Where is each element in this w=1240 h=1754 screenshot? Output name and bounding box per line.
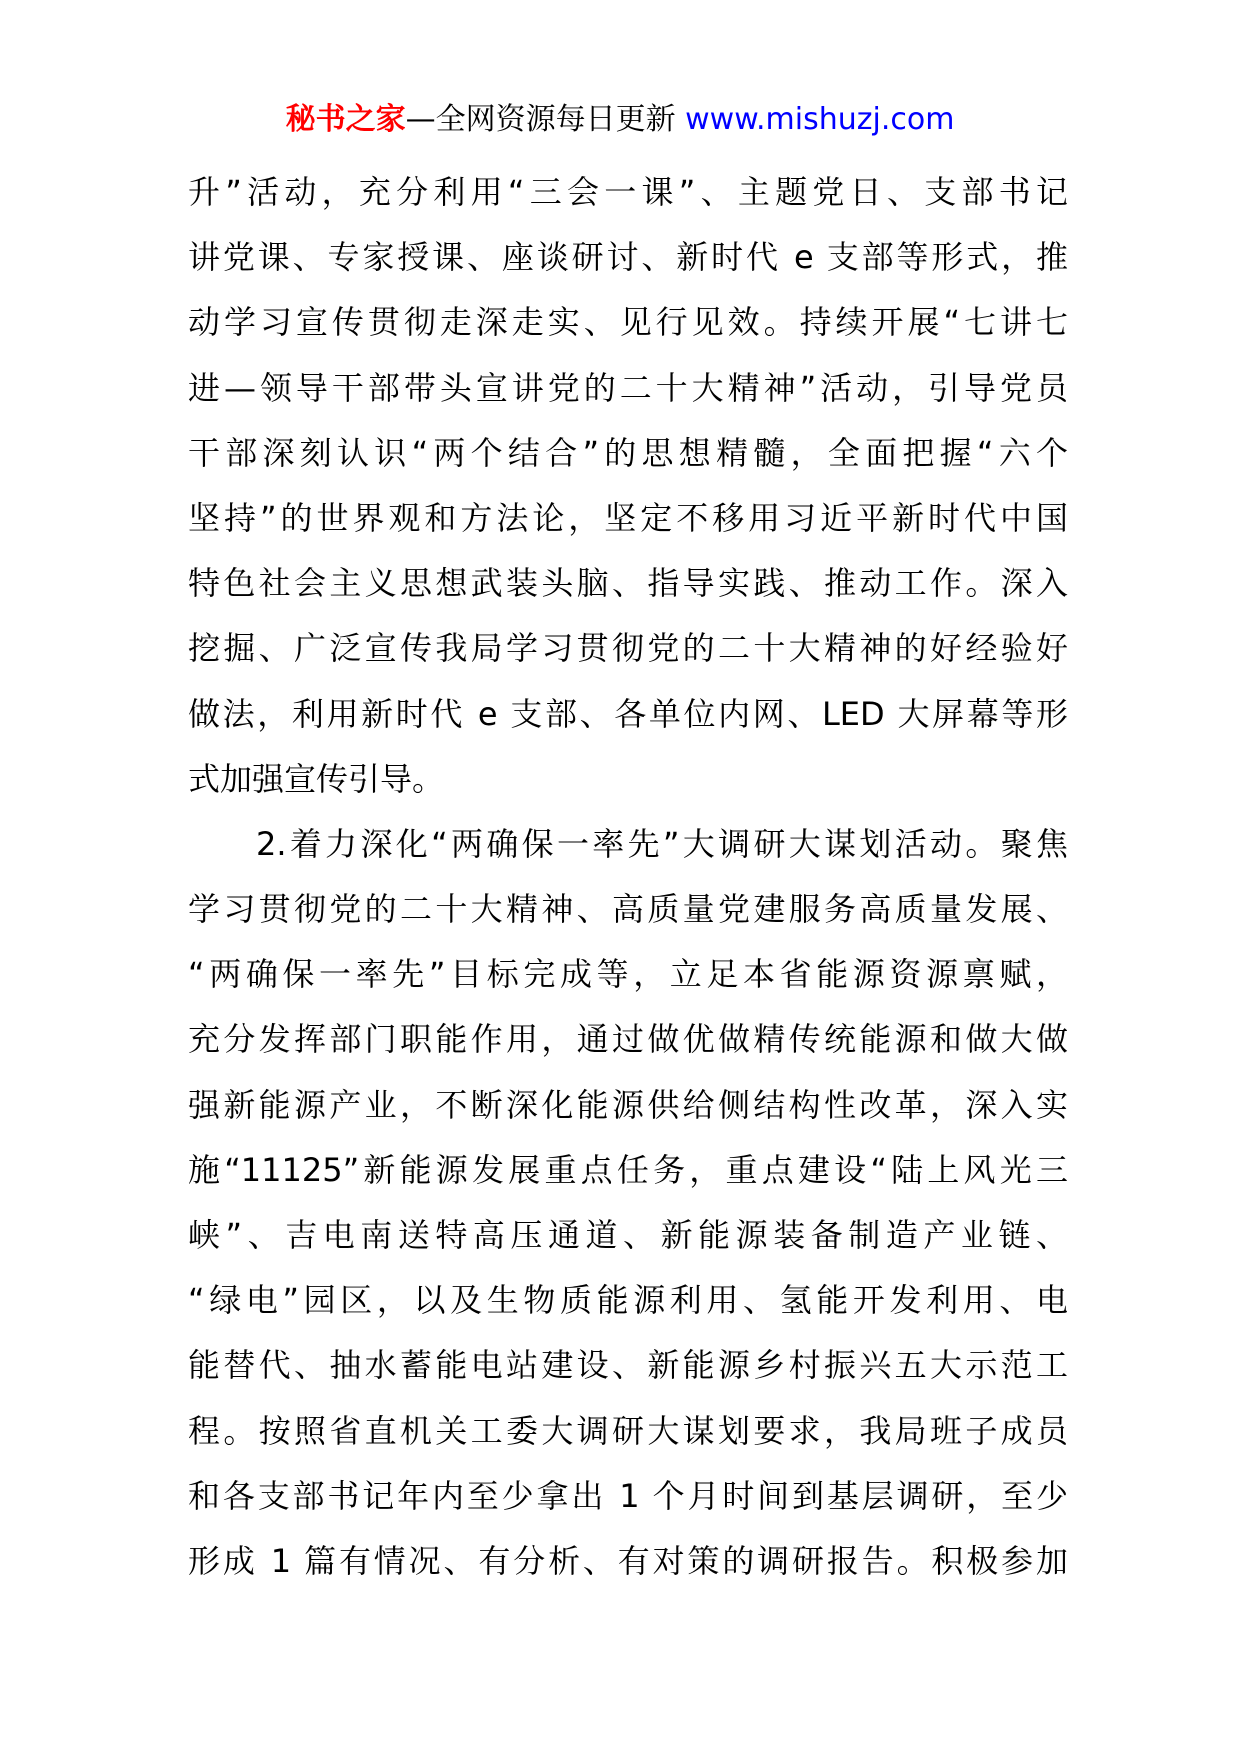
text-line: 做法，利用新时代 e 支部、各单位内网、LED 大屏幕等形 bbox=[188, 694, 1068, 733]
text-line: 讲党课、专家授课、座谈研讨、新时代 e 支部等形式，推 bbox=[188, 238, 1068, 277]
text-line: 升”活动，充分利用“三会一课”、主题党日、支部书记 bbox=[188, 173, 1068, 211]
text-line: 和各支部书记年内至少拿出 1 个月时间到基层调研，至少 bbox=[188, 1476, 1068, 1515]
text-line: “两确保一率先”目标完成等，立足本省能源资源禀赋， bbox=[188, 955, 1068, 994]
header-tagline: —全网资源每日更新 bbox=[405, 102, 686, 137]
text-line: 能替代、抽水蓄能电站建设、新能源乡村振兴五大示范工 bbox=[188, 1346, 1068, 1385]
text-line: 程。按照省直机关工委大调研大谋划要求，我局班子成员 bbox=[188, 1411, 1068, 1450]
site-url: www.mishuzj.com bbox=[685, 102, 955, 137]
text-line: 峡”、吉电南送特高压通道、新能源装备制造产业链、 bbox=[188, 1216, 1068, 1254]
text-line: “绿电”园区，以及生物质能源利用、氢能开发利用、电 bbox=[188, 1281, 1068, 1320]
text-line: 进—领导干部带头宣讲党的二十大精神”活动，引导党员 bbox=[188, 368, 1068, 407]
text-line: 干部深刻认识“两个结合”的思想精髓，全面把握“六个 bbox=[188, 433, 1068, 472]
document-body bbox=[188, 160, 1068, 1594]
text-line: 施“11125”新能源发展重点任务，重点建设“陆上风光三 bbox=[188, 1150, 1068, 1189]
text-line: 坚持”的世界观和方法论，坚定不移用习近平新时代中国 bbox=[188, 498, 1068, 537]
text-line: 式加强宣传引导。 bbox=[188, 759, 445, 798]
brand-name: 秘书之家 bbox=[285, 102, 406, 137]
text-line: 动学习宣传贯彻走深走实、见行见效。持续开展“七讲七 bbox=[188, 303, 1068, 342]
site-header bbox=[0, 100, 1240, 140]
text-line: 挖掘、广泛宣传我局学习贯彻党的二十大精神的好经验好 bbox=[188, 629, 1068, 668]
text-line: 充分发挥部门职能作用，通过做优做精传统能源和做大做 bbox=[188, 1020, 1068, 1059]
text-line: 学习贯彻党的二十大精神、高质量党建服务高质量发展、 bbox=[188, 890, 1068, 929]
paragraph-heading-line: 2.着力深化“两确保一率先”大调研大谋划活动。聚焦 bbox=[256, 824, 1068, 863]
text-line: 强新能源产业，不断深化能源供给侧结构性改革，深入实 bbox=[188, 1085, 1068, 1124]
text-line: 形成 1 篇有情况、有分析、有对策的调研报告。积极参加 bbox=[188, 1541, 1068, 1580]
text-line: 特色社会主义思想武装头脑、指导实践、推动工作。深入 bbox=[188, 564, 1068, 603]
